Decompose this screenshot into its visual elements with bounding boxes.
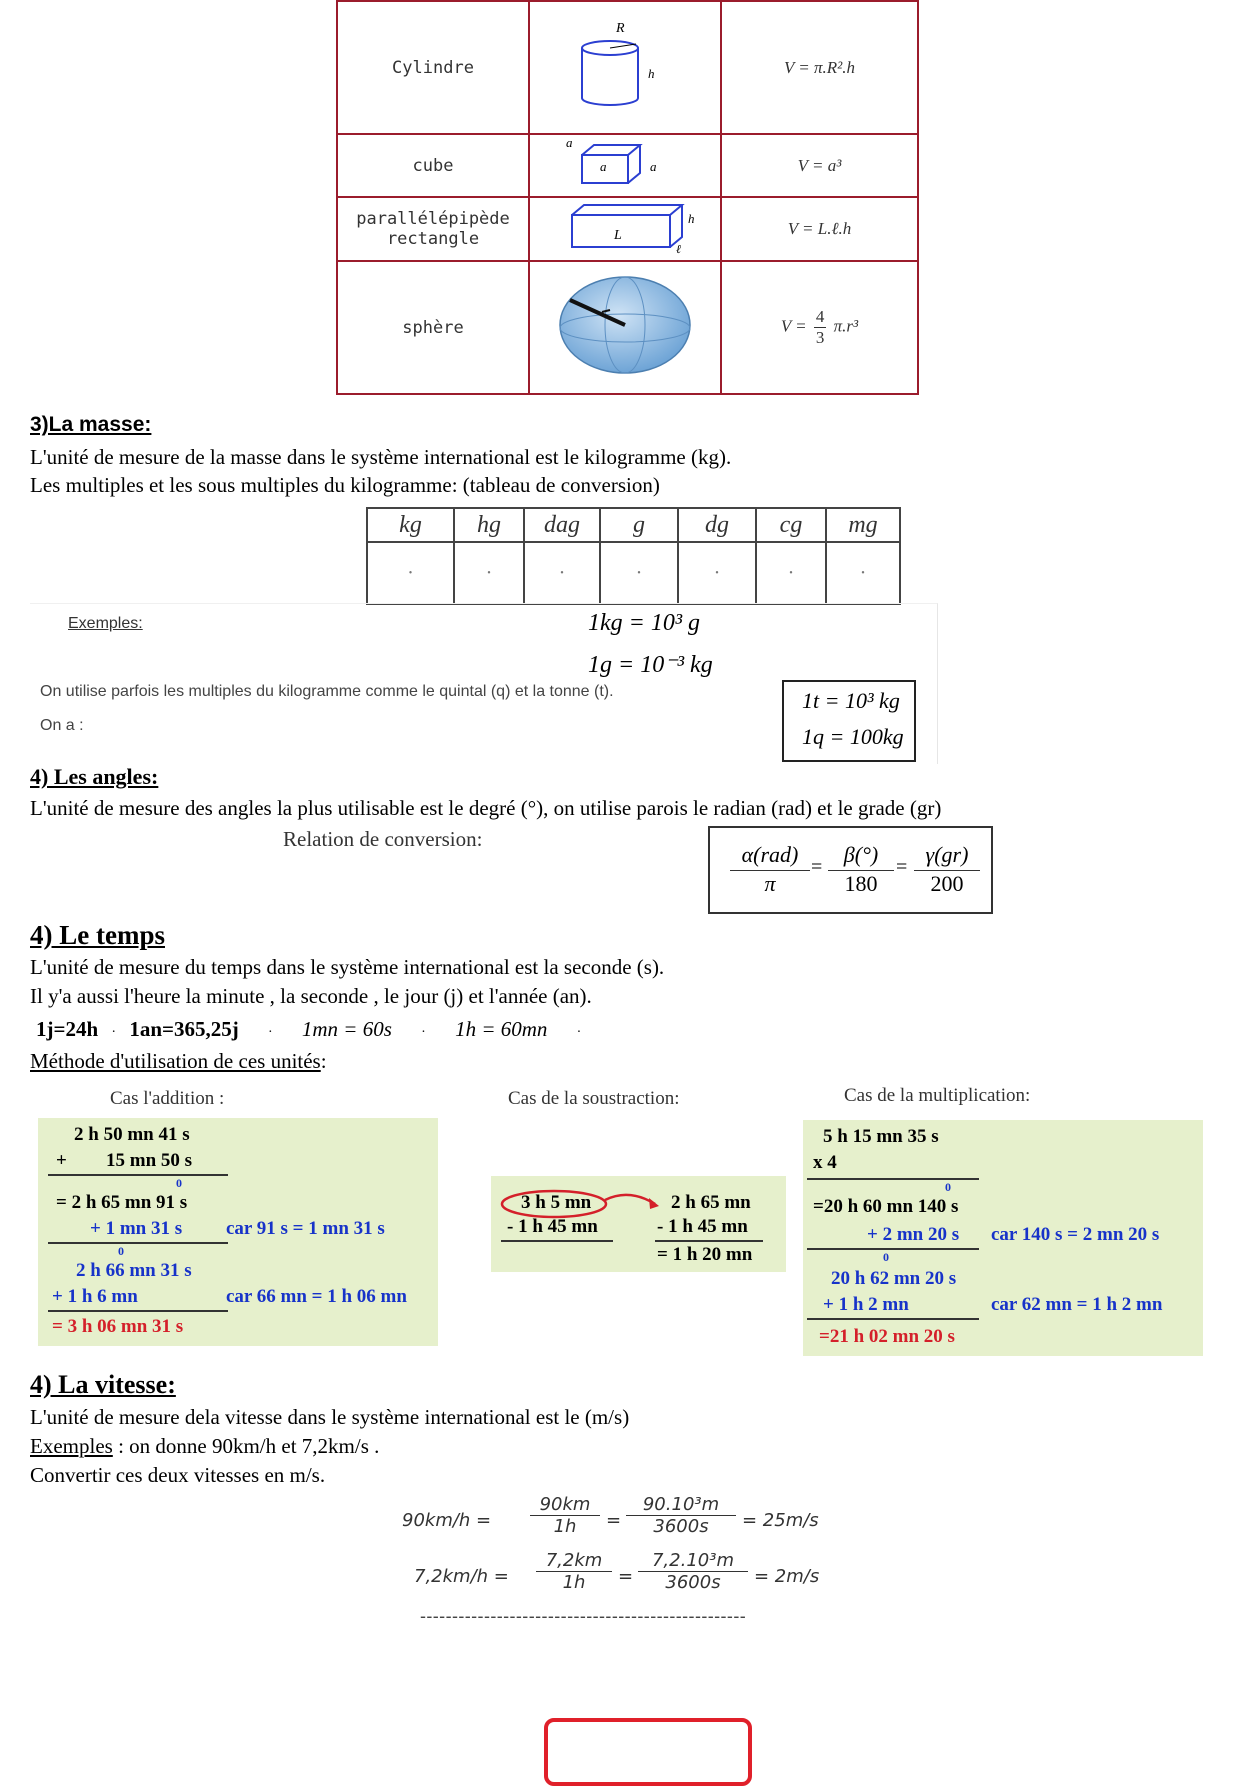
addition-example: 2 h 50 mn 41 s + 15 mn 50 s 0 = 2 h 65 mn 91 s + 1 mn 31 s car 91 s = 1 mn 31 s 0 2 h 66 mn 31 s + 1 h 6 mn car 66 mn = 1 h 06 mn = 3 h 06 mn 31 s [38, 1118, 438, 1346]
mass-cell: • [756, 542, 826, 604]
volume-name-cell: sphère [337, 261, 529, 394]
add-title: Cas l'addition : [110, 1088, 225, 1109]
temps-line-2: Il y'a aussi l'heure la minute , la seconde , le jour (j) et l'année (an). [30, 984, 592, 1008]
examples-label: Exemples: [68, 615, 143, 632]
mass-units-box: 1t = 10³ kg 1q = 100kg [782, 680, 916, 762]
relation-label: Relation de conversion: [283, 827, 483, 851]
sub-title: Cas de la soustraction: [508, 1088, 680, 1109]
temps-heading: 4) Le temps [30, 920, 165, 950]
mass-cell: • [678, 542, 756, 604]
cuboid-figure [529, 197, 721, 261]
volume-formula-cell: V = a³ [721, 134, 918, 197]
mass-cell: • [524, 542, 600, 604]
multiplication-example: 5 h 15 mn 35 s x 4 0 =20 h 60 mn 140 s + 2 mn 20 s car 140 s = 2 mn 20 s 0 20 h 62 mn 20 s + 1 h 2 mn car 62 mn = 1 h 2 mn =21 h 02 mn 20 s [803, 1120, 1203, 1356]
method-line: Méthode d'utilisation de ces unités: [30, 1049, 327, 1073]
volume-name-cell: parallélépipède rectangle [337, 197, 529, 261]
temps-relations: 1j=24h · 1an=365,25j · 1mn = 60s · 1h = 60mn · [36, 1017, 582, 1041]
mass-cell: • [826, 542, 900, 604]
mass-on-a: On a : [40, 717, 84, 734]
mass-example-2: 1g = 10⁻³ kg [588, 652, 713, 678]
speed-conversion-2: 7,2km/h = 7,2km 1h = 7,2.10³m 3600s = 2m/s [414, 1550, 820, 1593]
svg-text:ℓ: ℓ [676, 241, 681, 255]
mass-unit-header: mg [826, 508, 900, 542]
mass-note: On utilise parfois les multiples du kilogramme comme le quintal (q) et la tonne (t). [40, 683, 614, 700]
vitesse-heading: 4) La vitesse: [30, 1370, 176, 1399]
svg-text:h: h [648, 66, 655, 81]
temps-line-1: L'unité de mesure du temps dans le système international est la seconde (s). [30, 955, 665, 979]
subtraction-example: 3 h 5 mn - 1 h 45 mn 2 h 65 mn - 1 h 45 mn = 1 h 20 mn [491, 1176, 786, 1272]
mass-unit-header: dg [678, 508, 756, 542]
mass-conversion-table [366, 507, 901, 605]
mass-heading: 3)La masse: [30, 413, 152, 436]
vitesse-line-3: Convertir ces deux vitesses en m/s. [30, 1463, 326, 1487]
mass-cell: • [454, 542, 524, 604]
page-number-frame [544, 1718, 752, 1786]
mass-cell: • [367, 542, 454, 604]
mass-cell: • [600, 542, 678, 604]
svg-text:a: a [650, 159, 657, 174]
angles-heading: 4) Les angles: [30, 764, 159, 789]
mass-line-2: Les multiples et les sous multiples du kilogramme: (tableau de conversion) [30, 473, 660, 497]
svg-text:h: h [688, 210, 695, 226]
mass-unit-header: cg [756, 508, 826, 542]
volume-table [336, 0, 919, 395]
mass-example-1: 1kg = 10³ g [588, 610, 701, 636]
cylinder-figure [529, 1, 721, 134]
angles-line: L'unité de mesure des angles la plus utilisable est le degré (°), on utilise parois le radian (rad) et le grade (gr) [30, 796, 942, 820]
mass-unit-header: g [600, 508, 678, 542]
speed-conversion-1: 90km/h = 90km 1h = 90.10³m 3600s = 25m/s [402, 1494, 819, 1537]
svg-text:a: a [566, 135, 573, 150]
end-separator: --------------------------------------------------- [420, 1606, 747, 1626]
volume-formula-cell: V = $\frac{4}{3}$ π.r³ [721, 261, 918, 394]
volume-formula-cell: V = L.ℓ.h [721, 197, 918, 261]
sphere-figure [529, 261, 721, 394]
mass-unit-header: dag [524, 508, 600, 542]
volume-name-cell: cube [337, 134, 529, 197]
svg-text:R: R [616, 21, 625, 36]
mul-title: Cas de la multiplication: [844, 1085, 1031, 1106]
mass-unit-header: kg [367, 508, 454, 542]
vitesse-line-2: Exemples : on donne 90km/h et 7,2km/s . [30, 1434, 380, 1458]
vitesse-line-1: L'unité de mesure dela vitesse dans le système international est le (m/s) [30, 1405, 630, 1429]
mass-line-1: L'unité de mesure de la masse dans le système international est le kilogramme (kg). [30, 445, 732, 469]
angle-conversion-box: α(rad) π = β(°) 180 = γ(gr) 200 [708, 826, 993, 914]
mass-unit-header: hg [454, 508, 524, 542]
svg-text:L: L [614, 227, 622, 243]
volume-formula-cell: V = π.R².h [721, 1, 918, 134]
volume-name-cell: Cylindre [337, 1, 529, 134]
svg-text:a: a [600, 159, 607, 174]
cube-figure [529, 134, 721, 197]
